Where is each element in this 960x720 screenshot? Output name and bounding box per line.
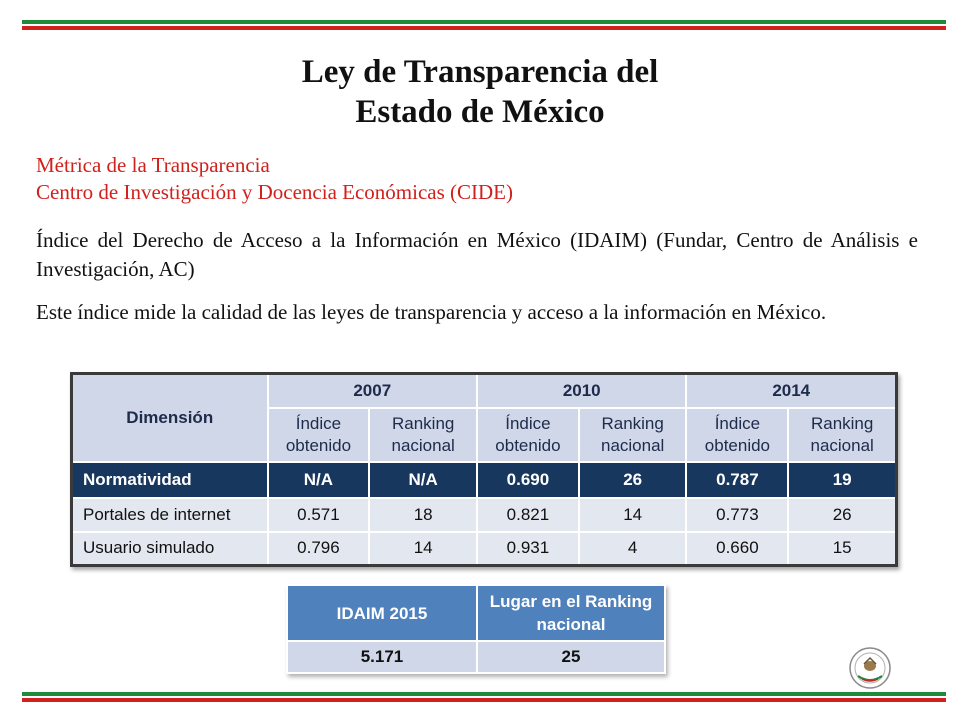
bottom-flag-stripe bbox=[22, 692, 946, 702]
table-cell: 0.787 bbox=[686, 462, 788, 498]
table-cell: N/A bbox=[268, 462, 370, 498]
table-cell: 0.690 bbox=[477, 462, 579, 498]
table-cell: 26 bbox=[579, 462, 687, 498]
table-cell: 14 bbox=[369, 532, 477, 566]
idaim-2015-table bbox=[286, 584, 666, 674]
table-cell: 14 bbox=[579, 498, 687, 532]
table-row bbox=[72, 462, 897, 498]
paragraph-idaim: Índice del Derecho de Acceso a la Información en México (IDAIM) (Fundar, Centro de Análisis e Investigación, AC) bbox=[36, 228, 918, 281]
table-cell: 0.660 bbox=[686, 532, 788, 566]
title-line-2: Estado de México bbox=[355, 94, 605, 130]
top-flag-stripe bbox=[22, 20, 946, 30]
page-title bbox=[0, 52, 960, 132]
table-cell: 15 bbox=[788, 532, 896, 566]
subtitle-line-2: Centro de Investigación y Docencia Económicas (CIDE) bbox=[36, 180, 514, 204]
table-cell: 0.931 bbox=[477, 532, 579, 566]
row-label: Usuario simulado bbox=[72, 532, 268, 566]
sub-header-index: Índice obtenido bbox=[268, 408, 370, 462]
idaim-2015-header: IDAIM 2015 bbox=[287, 585, 477, 641]
table-cell: 0.821 bbox=[477, 498, 579, 532]
row-label: Normatividad bbox=[72, 462, 268, 498]
table-cell: 0.571 bbox=[268, 498, 370, 532]
year-header-2007: 2007 bbox=[268, 374, 477, 408]
idaim-2015-value: 5.171 bbox=[287, 641, 477, 673]
row-label: Portales de internet bbox=[72, 498, 268, 532]
ranking-header: Lugar en el Ranking nacional bbox=[477, 585, 665, 641]
title-line-1: Ley de Transparencia del bbox=[301, 54, 659, 90]
table-row bbox=[72, 498, 897, 532]
idaim-dimension-table bbox=[70, 372, 898, 567]
paragraph-description: Este índice mide la calidad de las leyes de transparencia y acceso a la información en México. bbox=[36, 300, 827, 324]
senate-seal-icon bbox=[848, 646, 892, 690]
table-row bbox=[287, 641, 665, 673]
sub-header-index: Índice obtenido bbox=[477, 408, 579, 462]
year-header-2014: 2014 bbox=[686, 374, 896, 408]
sub-header-ranking: Ranking nacional bbox=[579, 408, 687, 462]
dimension-header: Dimensión bbox=[72, 374, 268, 462]
ranking-value: 25 bbox=[477, 641, 665, 673]
subtitle bbox=[36, 152, 513, 206]
table-cell: 18 bbox=[369, 498, 477, 532]
table-cell: 0.773 bbox=[686, 498, 788, 532]
table-cell: 4 bbox=[579, 532, 687, 566]
sub-header-ranking: Ranking nacional bbox=[788, 408, 896, 462]
sub-header-ranking: Ranking nacional bbox=[369, 408, 477, 462]
table-cell: 19 bbox=[788, 462, 896, 498]
table-cell: 26 bbox=[788, 498, 896, 532]
table-cell: N/A bbox=[369, 462, 477, 498]
year-header-2010: 2010 bbox=[477, 374, 686, 408]
subtitle-line-1: Métrica de la Transparencia bbox=[36, 153, 270, 177]
table-row bbox=[72, 532, 897, 566]
table-cell: 0.796 bbox=[268, 532, 370, 566]
sub-header-index: Índice obtenido bbox=[686, 408, 788, 462]
